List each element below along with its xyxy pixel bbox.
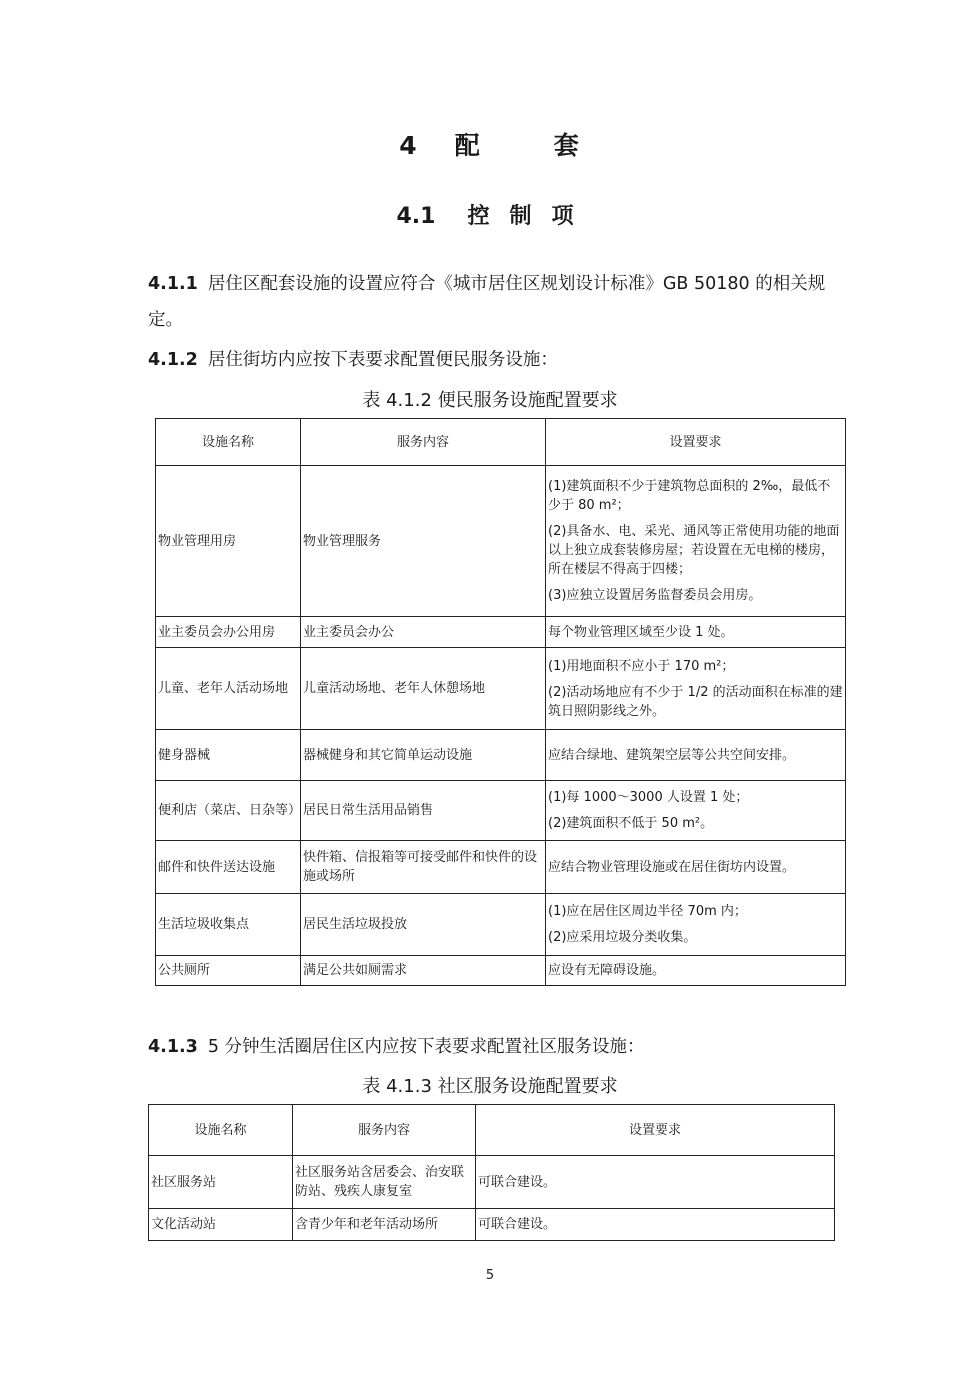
requirement-cell: 应结合物业管理设施或在居住街坊内设置。: [546, 841, 846, 894]
table-row: [156, 956, 846, 986]
header-cell: 设置要求: [546, 419, 846, 466]
table-row: [156, 894, 846, 956]
service-content: 居民生活垃圾投放: [301, 894, 546, 956]
header-cell: 设施名称: [156, 419, 301, 466]
table-caption-4-1-2: 表 4.1.2 便民服务设施配置要求: [362, 390, 618, 411]
chapter-title: [0, 126, 980, 162]
table-row: [149, 1209, 835, 1241]
table-header-row: [156, 419, 846, 466]
page-number: 5: [485, 1268, 495, 1283]
clause-4-1-3: [148, 1029, 858, 1065]
requirement-line: (3)应独立设置居务监督委员会用房。: [548, 588, 762, 603]
clause-4-1-1: [148, 266, 858, 338]
requirement-line: (1)建筑面积不少于建筑物总面积的 2‰，最低不少于 80 m²；: [548, 479, 831, 513]
service-content: 满足公共如厕需求: [301, 956, 546, 986]
requirement-cell: [546, 781, 846, 841]
section-number: 4.1: [396, 204, 436, 229]
clause-text: 居住街坊内应按下表要求配置便民服务设施：: [207, 350, 558, 370]
requirement-cell: 应设有无障碍设施。: [546, 956, 846, 986]
header-cell: 服务内容: [301, 419, 546, 466]
service-content: 器械健身和其它简单运动设施: [301, 730, 546, 781]
clause-text: 居住区配套设施的设置应符合《城市居住区规划设计标准》GB 50180 的相关规定。: [148, 274, 826, 330]
facility-name: 社区服务站: [149, 1156, 293, 1209]
section-title-char-1: 控: [467, 204, 490, 229]
requirement-line: (2)建筑面积不低于 50 m²。: [548, 816, 714, 831]
table-row: [156, 617, 846, 648]
table-row: [149, 1156, 835, 1209]
requirement-line: (1)每 1000～3000 人设置 1 处；: [548, 790, 749, 805]
facility-name: 公共厕所: [156, 956, 301, 986]
clause-4-1-2: [148, 342, 858, 378]
service-content: 含青少年和老年活动场所: [293, 1209, 476, 1241]
clause-number: 4.1.1: [148, 274, 198, 294]
requirement-line: (2)应采用垃圾分类收集。: [548, 930, 697, 945]
facility-table-4-1-3: [148, 1104, 835, 1241]
table-row: [156, 730, 846, 781]
section-title-char-2: 制: [509, 204, 532, 229]
header-cell: 服务内容: [293, 1105, 476, 1156]
chapter-title-char-1: 配: [454, 131, 482, 160]
clause-number: 4.1.2: [148, 350, 198, 370]
requirement-line: (1)用地面积不应小于 170 m²；: [548, 658, 735, 674]
service-content: 儿童活动场地、老年人休憩场地: [301, 648, 546, 730]
facility-name: 健身器械: [156, 730, 301, 781]
clause-text: 5 分钟生活圈居住区内应按下表要求配置社区服务设施：: [207, 1037, 645, 1057]
facility-name: 业主委员会办公用房: [156, 617, 301, 648]
facility-name: 生活垃圾收集点: [156, 894, 301, 956]
service-content: 社区服务站含居委会、治安联防站、残疾人康复室: [293, 1156, 476, 1209]
requirement-cell: [546, 466, 846, 617]
facility-name: 儿童、老年人活动场地: [156, 648, 301, 730]
section-title-char-3: 项: [551, 204, 574, 229]
requirement-cell: [546, 648, 846, 730]
header-cell: 设施名称: [149, 1105, 293, 1156]
requirement-line: (1)应在居住区周边半径 70m 内；: [548, 904, 747, 919]
header-cell: 设置要求: [476, 1105, 835, 1156]
section-title: [0, 199, 980, 230]
facility-name: 便利店（菜店、日杂等）: [156, 781, 301, 841]
requirement-line: (2)具备水、电、采光、通风等正常使用功能的地面以上独立成套装修房屋；若设置在无电梯的楼房，所在楼层不得高于四楼；: [548, 524, 840, 577]
table-caption-4-1-3: 表 4.1.3 社区服务设施配置要求: [362, 1076, 618, 1097]
service-content: 居民日常生活用品销售: [301, 781, 546, 841]
table-row: [156, 648, 846, 730]
requirement-cell: 每个物业管理区域至少设 1 处。: [546, 617, 846, 648]
table-header-row: [149, 1105, 835, 1156]
table-row: [156, 466, 846, 617]
table-row: [156, 841, 846, 894]
facility-table-4-1-2: [155, 418, 846, 986]
table-row: [156, 781, 846, 841]
clause-number: 4.1.3: [148, 1037, 198, 1057]
service-content: 物业管理服务: [301, 466, 546, 617]
facility-name: 邮件和快件送达设施: [156, 841, 301, 894]
chapter-title-char-2: 套: [553, 131, 581, 160]
chapter-number: 4: [399, 131, 419, 160]
facility-name: 物业管理用房: [156, 466, 301, 617]
requirement-cell: 应结合绿地、建筑架空层等公共空间安排。: [546, 730, 846, 781]
requirement-cell: [546, 894, 846, 956]
service-content: 业主委员会办公: [301, 617, 546, 648]
requirement-line: (2)活动场地应有不少于 1/2 的活动面积在标准的建筑日照阴影线之外。: [548, 684, 843, 719]
requirement-cell: 可联合建设。: [476, 1156, 835, 1209]
requirement-cell: 可联合建设。: [476, 1209, 835, 1241]
service-content: 快件箱、信报箱等可接受邮件和快件的设施或场所: [301, 841, 546, 894]
facility-name: 文化活动站: [149, 1209, 293, 1241]
